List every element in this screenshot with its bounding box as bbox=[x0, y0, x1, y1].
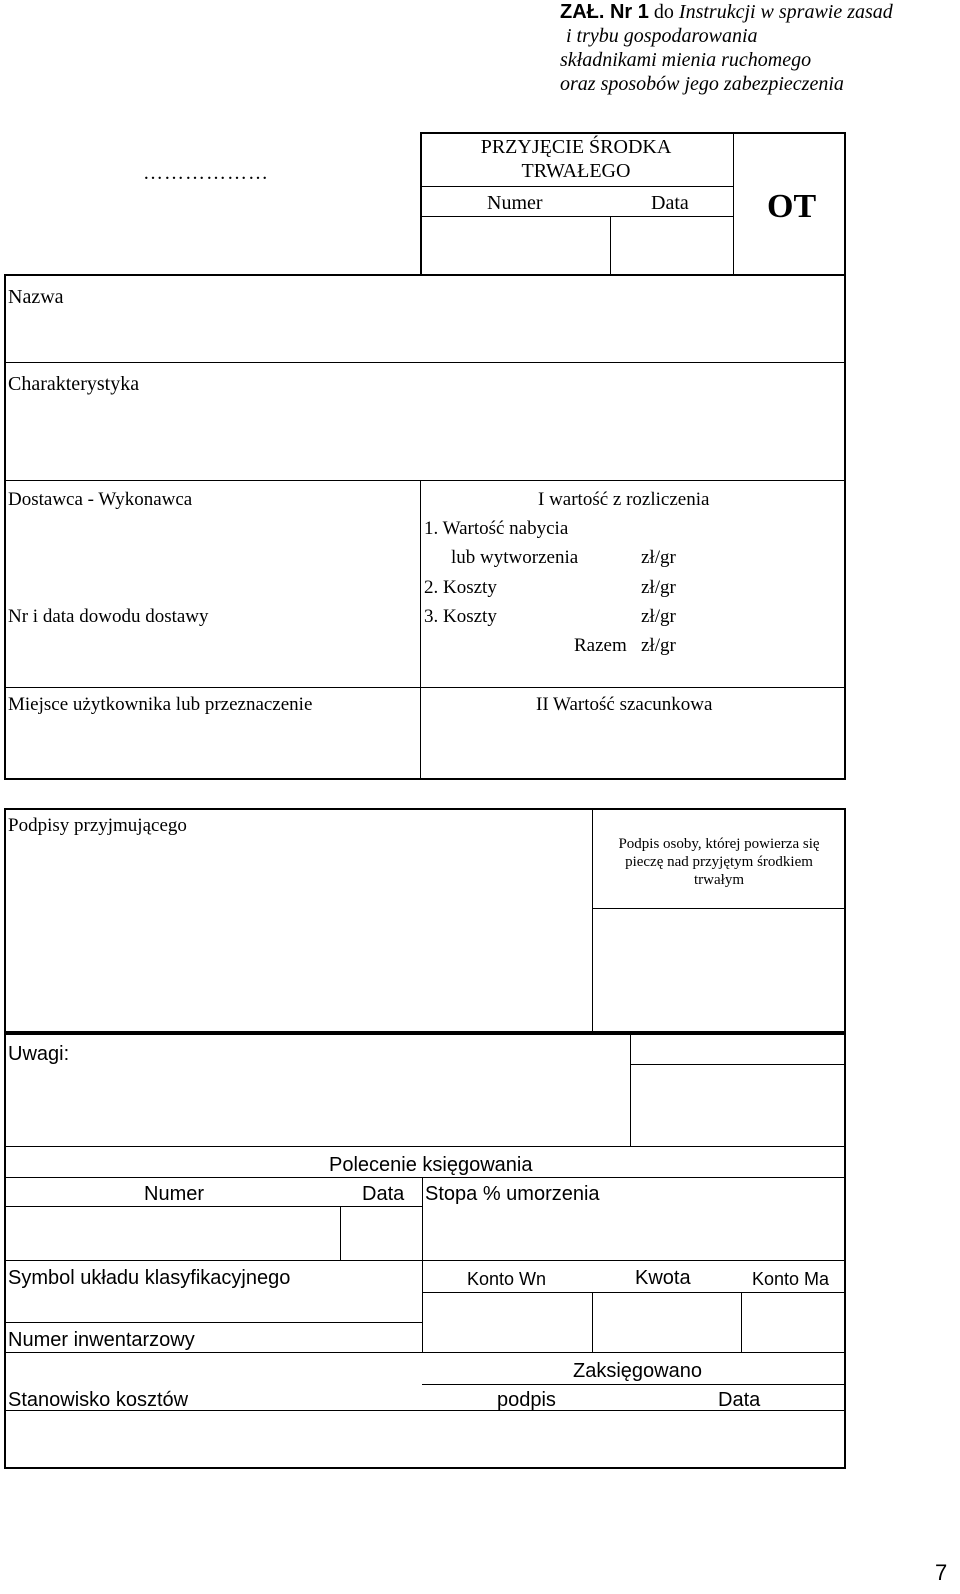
valuation-heading: I wartość z rozliczenia bbox=[538, 489, 710, 510]
attachment-line-4: oraz sposobów jego zabezpieczenia bbox=[560, 73, 844, 95]
attachment-do: do bbox=[648, 1, 679, 23]
signature-powierzenie-label bbox=[594, 835, 844, 889]
posted-heading: Zaksięgowano bbox=[573, 1360, 702, 1382]
valuation-item-1-unit: zł/gr bbox=[641, 547, 676, 568]
booking-date-label: Data bbox=[362, 1183, 405, 1205]
valuation-item-3-unit: zł/gr bbox=[641, 606, 676, 627]
doc-date-label: Data bbox=[651, 192, 689, 214]
signature-powierzenie-line-2: pieczę nad przyjętym środkiem bbox=[625, 854, 813, 870]
debit-account-label: Konto Wn bbox=[467, 1269, 547, 1289]
valuation-item-3: 3. Koszty bbox=[424, 606, 497, 627]
credit-account-label: Konto Ma bbox=[752, 1269, 830, 1289]
cost-center-label: Stanowisko kosztów bbox=[8, 1389, 189, 1411]
valuation-razem-unit: zł/gr bbox=[641, 635, 676, 656]
field-dostawca-label: Dostawca - Wykonawca bbox=[8, 489, 193, 510]
attachment-header bbox=[560, 0, 893, 96]
signature-powierzenie-line-1: Podpis osoby, której powierza się bbox=[618, 836, 820, 852]
valuation-estimate-label: II Wartość szacunkowa bbox=[536, 694, 713, 715]
booking-number-label: Numer bbox=[144, 1183, 205, 1205]
doc-number-label: Numer bbox=[487, 192, 543, 214]
dots-placeholder: ……………… bbox=[143, 162, 269, 184]
valuation-item-2-unit: zł/gr bbox=[641, 577, 676, 598]
valuation-razem-label: Razem bbox=[574, 635, 627, 656]
field-miejsce-label: Miejsce użytkownika lub przeznaczenie bbox=[8, 694, 313, 715]
field-nr-data-dowodu-label: Nr i data dowodu dostawy bbox=[8, 606, 209, 627]
remarks-label: Uwagi: bbox=[8, 1043, 70, 1065]
attachment-header-line-1 bbox=[560, 0, 893, 24]
inventory-number-label: Numer inwentarzowy bbox=[8, 1329, 195, 1351]
attachment-title: Instrukcji w sprawie zasad bbox=[678, 1, 893, 23]
booking-rate-label: Stopa % umorzenia bbox=[425, 1183, 600, 1205]
booking-order-heading: Polecenie księgowania bbox=[329, 1154, 533, 1176]
document-title-line-1: PRZYJĘCIE ŚRODKA bbox=[480, 136, 672, 158]
classification-symbol-label: Symbol układu klasyfikacyjnego bbox=[8, 1267, 291, 1289]
valuation-item-2: 2. Koszty bbox=[424, 577, 497, 598]
attachment-line-3: składnikami mienia ruchomego bbox=[560, 49, 812, 71]
valuation-item-1-line-1: 1. Wartość nabycia bbox=[424, 518, 569, 539]
document-title-line-2: TRWAŁEGO bbox=[521, 160, 631, 182]
signature-przyjmujacy-label: Podpisy przyjmującego bbox=[8, 815, 187, 836]
attachment-line-2: i trybu gospodarowania bbox=[566, 25, 758, 47]
field-charakterystyka-label: Charakterystyka bbox=[8, 373, 140, 395]
amount-label: Kwota bbox=[635, 1267, 691, 1289]
attachment-number: ZAŁ. Nr 1 bbox=[560, 1, 649, 23]
page-number: 7 bbox=[935, 1560, 948, 1585]
valuation-item-1-line-2: lub wytworzenia bbox=[451, 547, 579, 568]
ot-code: OT bbox=[767, 188, 817, 225]
posted-date-label: Data bbox=[718, 1389, 761, 1411]
signature-powierzenie-line-3: trwałym bbox=[694, 872, 744, 888]
posted-signature-label: podpis bbox=[497, 1389, 556, 1411]
field-nazwa-label: Nazwa bbox=[8, 286, 64, 308]
